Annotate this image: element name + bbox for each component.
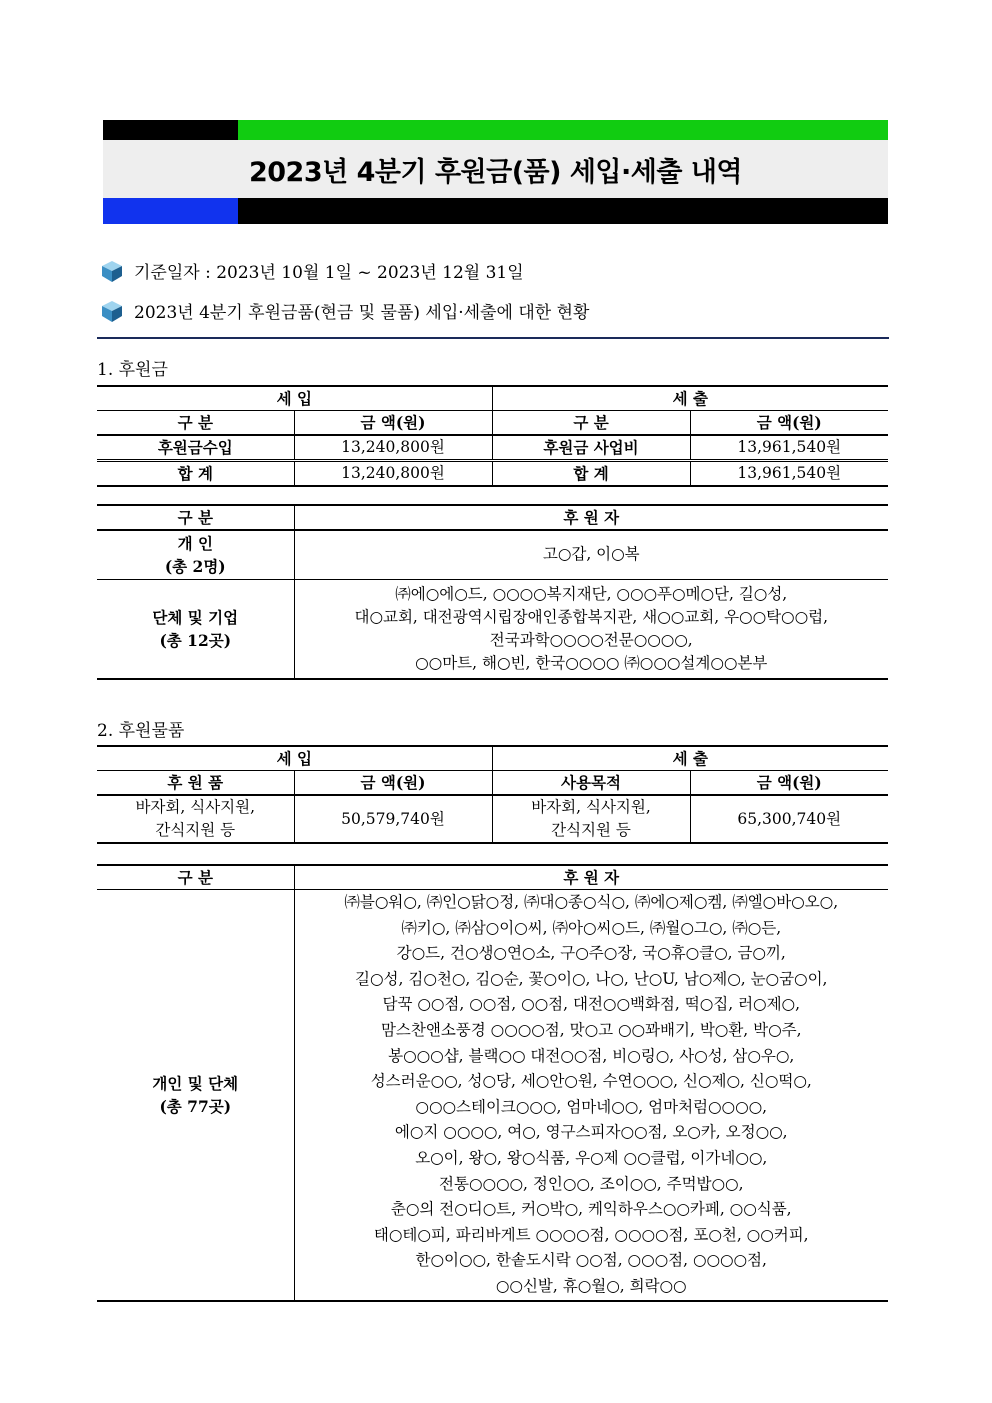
- donor-line: ㈜에○에○드, ○○○○복지재단, ○○○푸○메○단, 길○성,: [395, 584, 788, 603]
- donor-line: 에○지 ○○○○, 여○, 영구스피자○○점, 오○카, 오정○○,: [394, 1123, 788, 1142]
- goods-item-line: 간식지원 등: [155, 821, 236, 839]
- donor-line: 춘○의 전○디○트, 커○박○, 케익하우스○○카페, ○○식품,: [390, 1200, 792, 1219]
- table-header-row: [97, 865, 888, 890]
- goods-purpose: [492, 795, 690, 843]
- col-amount: 금 액(원): [690, 411, 888, 436]
- individual-category: [97, 530, 294, 579]
- section-title-goods: 2. 후원물품: [97, 721, 185, 741]
- goods-purpose-line: 바자회, 식사지원,: [531, 798, 651, 816]
- donation-summary-table: [97, 385, 888, 487]
- individual-donors: 고○갑, 이○복: [294, 530, 888, 579]
- goods-income-amount: 50,579,740원: [294, 795, 492, 843]
- donor-line: 대○교회, 대전광역시립장애인종합복지관, 새○○교회, 우○○탁○○럽,: [354, 607, 829, 626]
- individual-count: (총 2명): [164, 556, 226, 576]
- organization-label: 단체 및 기업: [152, 607, 239, 627]
- reference-date-text: 기준일자 : 2023년 10월 1일 ~ 2023년 12월 31일: [134, 263, 524, 283]
- group-category: [97, 890, 294, 1301]
- goods-expense-amount: 65,300,740원: [690, 795, 888, 843]
- table-row: [97, 795, 888, 843]
- table-subheader-row: [97, 411, 888, 436]
- expense-header: 세 출: [492, 386, 888, 411]
- donor-line: 성스러운○○, 성○당, 세○안○원, 수연○○○, 신○제○, 신○떡○,: [370, 1072, 812, 1091]
- donor-line: ○○○스테이크○○○, 엄마네○○, 엄마처럼○○○○,: [415, 1097, 768, 1116]
- table-header-row: [97, 746, 888, 771]
- banner-title-band: [103, 140, 888, 198]
- col-donor: 후 원 자: [294, 865, 888, 890]
- col-purpose: 사용목적: [492, 771, 690, 796]
- expense-amount: 13,961,540원: [690, 435, 888, 461]
- goods-item-line: 바자회, 식사지원,: [135, 798, 256, 816]
- donor-line: ○○마트, 해○빈, 한국○○○○ ㈜○○○설계○○본부: [415, 653, 768, 672]
- goods-purpose-line: 간식지원 등: [551, 821, 631, 839]
- group-count: (총 77곳): [159, 1096, 232, 1116]
- col-category: 구 분: [492, 411, 690, 436]
- donor-line: 전통○○○○, 정인○○, 조이○○, 주먹밥○○,: [439, 1174, 744, 1193]
- section-title-donations: 1. 후원금: [97, 360, 168, 380]
- total-label: 합 계: [97, 461, 294, 487]
- goods-item: [97, 795, 294, 843]
- group-label: 개인 및 단체: [152, 1073, 239, 1093]
- donor-line: 맘스찬앤소풍경 ○○○○점, 맛○고 ○○꽈배기, 박○환, 박○주,: [380, 1020, 802, 1039]
- col-amount: 금 액(원): [294, 771, 492, 796]
- individual-label: 개 인: [177, 533, 213, 553]
- col-donor: 후 원 자: [294, 505, 888, 530]
- col-category: 구 분: [97, 505, 294, 530]
- col-amount: 금 액(원): [690, 771, 888, 796]
- status-description-text: 2023년 4분기 후원금품(현금 및 물품) 세입·세출에 대한 현황: [134, 303, 590, 323]
- col-category: 구 분: [97, 411, 294, 436]
- organization-category: [97, 579, 294, 679]
- total-income-amount: 13,240,800원: [294, 461, 492, 487]
- donor-line: 길○성, 김○천○, 김○순, 꽃○이○, 나○, 난○U, 남○제○, 눈○굼○이,: [355, 969, 828, 988]
- banner-top-bar: [103, 120, 888, 140]
- banner-bottom-bar: [103, 198, 888, 224]
- col-category: 구 분: [97, 865, 294, 890]
- donor-line: 한○이○○, 한솥도시락 ○○점, ○○○점, ○○○○점,: [415, 1251, 767, 1270]
- page-title: 2023년 4분기 후원금(품) 세입·세출 내역: [248, 156, 743, 188]
- income-header: 세 입: [97, 746, 492, 771]
- table-row: [97, 890, 888, 1301]
- goods-summary-table: [97, 745, 888, 844]
- cube-icon: [100, 259, 124, 283]
- donor-line: 오○이, 왕○, 왕○식품, 우○제 ○○클럽, 이가네○○,: [415, 1148, 768, 1167]
- cash-donor-table: [97, 504, 888, 680]
- expense-header: 세 출: [492, 746, 888, 771]
- organization-donors: [294, 579, 888, 679]
- table-row: [97, 579, 888, 679]
- table-row: [97, 435, 888, 461]
- reference-date-line: [100, 258, 524, 283]
- total-expense-amount: 13,961,540원: [690, 461, 888, 487]
- donor-line: 봉○○○샵, 블랙○○ 대전○○점, 비○링○, 사○성, 삼○우○,: [388, 1046, 795, 1065]
- donor-line: 전국과학○○○○전문○○○○,: [489, 630, 693, 649]
- divider: [97, 337, 889, 339]
- expense-label: 후원금 사업비: [492, 435, 690, 461]
- income-label: 후원금수입: [97, 435, 294, 461]
- donor-line: ㈜블○워○, ㈜인○닭○정, ㈜대○종○식○, ㈜에○제○켐, ㈜엘○바○오○,: [344, 893, 839, 911]
- banner-blue-accent: [103, 198, 238, 224]
- col-item: 후 원 품: [97, 771, 294, 796]
- table-header-row: [97, 386, 888, 411]
- income-amount: 13,240,800원: [294, 435, 492, 461]
- donor-line: ㈜키○, ㈜삼○이○씨, ㈜아○씨○드, ㈜월○그○, ㈜○든,: [401, 918, 782, 937]
- donor-line: ○○신발, 휴○월○, 희락○○: [495, 1276, 687, 1295]
- donor-line: 태○테○피, 파리바게트 ○○○○점, ○○○○점, 포○천, ○○커피,: [373, 1225, 809, 1244]
- status-description-line: [100, 298, 589, 323]
- donor-line: 강○드, 건○생○연○소, 구○주○장, 국○휴○클○, 금○끼,: [396, 944, 786, 963]
- cube-icon: [100, 299, 124, 323]
- income-header: 세 입: [97, 386, 492, 411]
- banner-green-accent: [238, 120, 888, 140]
- table-subheader-row: [97, 771, 888, 796]
- goods-donor-table: [97, 864, 888, 1302]
- donor-line: 담꾹 ○○점, ○○점, ○○점, 대전○○백화점, 떡○집, 러○제○,: [382, 995, 801, 1014]
- group-donors: [294, 890, 888, 1301]
- table-row: [97, 530, 888, 579]
- title-banner: [103, 120, 888, 224]
- col-amount: 금 액(원): [294, 411, 492, 436]
- table-header-row: [97, 505, 888, 530]
- total-label: 합 계: [492, 461, 690, 487]
- organization-count: (총 12곳): [159, 630, 232, 650]
- total-row: [97, 461, 888, 487]
